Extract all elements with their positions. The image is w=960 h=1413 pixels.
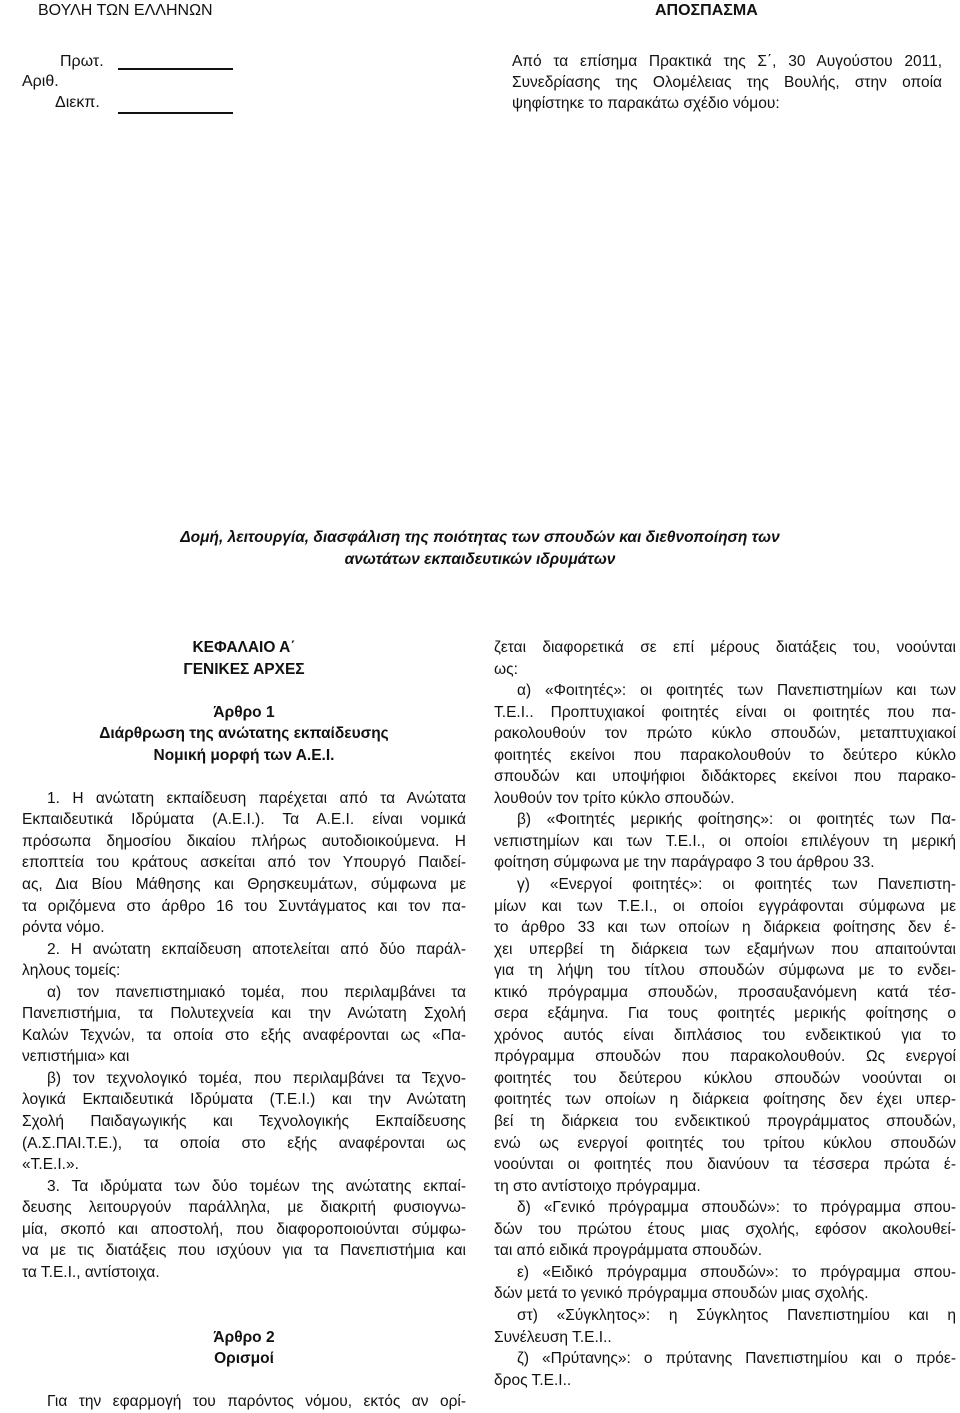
text-line: 2. Η ανώτατη εκπαίδευση αποτελείται από δύο παράλ- — [47, 940, 466, 958]
definition-e — [494, 1262, 956, 1305]
parliament-name: ΒΟΥΛΗ ΤΩΝ ΕΛΛΗΝΩΝ — [38, 2, 213, 19]
protocol-label: Πρωτ. — [60, 53, 104, 70]
text-line: ται από ειδικά προγράμματα σπουδών. — [494, 1242, 763, 1260]
text-line: βεί τη διάρκεια του ενδεικτικού προγράμματος σπουδών, — [494, 1113, 956, 1131]
intro-line: ψηφίστηκε το παρακάτω σχέδιο νόμου: — [512, 95, 780, 113]
article-1-subtitle: Νομική μορφή των Α.Ε.Ι. — [153, 746, 335, 764]
text-line: μία, σκοπό και αποστολή, που διαφοροποιούνται σύμφω- — [22, 1220, 466, 1238]
article-1-paragraph-1 — [22, 788, 466, 939]
number-label: Αριθ. — [22, 73, 59, 90]
bill-title-line: ανωτάτων εκπαιδευτικών ιδρυμάτων — [344, 550, 616, 568]
definition-st — [494, 1305, 956, 1348]
text-line: νεπιστήμια» και — [22, 1048, 130, 1066]
text-line: κτικό πρόγραμμα σπουδών, προσαυξανόμενη κατά τέσ- — [494, 983, 956, 1001]
document-type: ΑΠΟΣΠΑΣΜΑ — [655, 2, 758, 19]
intro-line: Από τα επίσημα Πρακτικά της Σ΄, 30 Αυγούστου 2011, — [512, 53, 942, 70]
text-line: νοούνται οι φοιτητές που διανύουν τα τέσσερα πρώτα έ- — [494, 1156, 956, 1174]
definition-d — [494, 1197, 956, 1262]
text-line: ρόντα νόμο. — [22, 919, 105, 937]
article-1-item-a — [22, 982, 466, 1068]
text-line: ενώ ως ενεργοί φοιτητές του τρίτου κύκλου σπουδών — [494, 1134, 956, 1152]
intro-line: Συνεδρίασης της Ολομέλειας της Βουλής, στην οποία — [512, 74, 942, 92]
text-line: 3. Τα ιδρύματα των δύο τομέων της ανώτατης εκπαί- — [47, 1177, 466, 1195]
left-column — [22, 637, 466, 1413]
definition-b — [494, 809, 956, 874]
minutes-intro — [512, 51, 942, 115]
text-line: δών του πρώτου έτους μιας σχολής, εφόσον ακολουθεί- — [494, 1220, 956, 1238]
text-line: λουθούν τον τρίτο κύκλο σπουδών. — [494, 789, 735, 807]
text-line: τα οριζόμενα στο άρθρο 16 του Συντάγματος και τον πα- — [22, 897, 466, 915]
text-line: πρόσωπα δημοσίου δικαίου πλήρως αυτοδιοικούμενα. Η — [22, 832, 466, 850]
text-line: Τ.Ε.Ι.. Προπτυχιακοί φοιτητές είναι οι φοιτητές που πα- — [494, 703, 956, 721]
text-line: Πανεπιστήμια, τα Πολυτεχνεία και την Ανώτατη Σχολή — [22, 1005, 466, 1023]
article-1-paragraph-3 — [22, 1176, 466, 1284]
definition-a — [494, 680, 956, 809]
text-line: φοιτητές εκείνοι που παρακολουθούν το δεύτερο κύκλο — [494, 746, 956, 764]
text-line: τα Τ.Ε.Ι., αντίστοιχα. — [22, 1263, 160, 1281]
text-line: εποπτεία του κράτους ασκείται από τον Υπουργό Παιδεί- — [22, 854, 466, 872]
text-line: χρόνος αυτός είναι διπλάσιος του ενδεικτικού για το — [494, 1026, 956, 1044]
definition-c — [494, 874, 956, 1197]
text-line: ρακολουθούν τον πρώτο κύκλο σπουδών, μεταπτυχιακοί — [494, 725, 956, 743]
text-line: (Α.Σ.ΠΑΙ.Τ.Ε.), τα οποία στο εξής αναφέρονται ως — [22, 1134, 466, 1152]
text-line: α) «Φοιτητές»: οι φοιτητές των Πανεπιστημίων και των — [517, 682, 956, 700]
text-line: δρος Τ.Ε.Ι.. — [494, 1371, 572, 1389]
article-1-title: Διάρθρωση της ανώτατης εκπαίδευσης — [99, 725, 389, 743]
chapter-number: ΚΕΦΑΛΑΙΟ Α΄ — [192, 639, 296, 656]
right-column — [494, 637, 956, 1391]
text-line: β) τον τεχνολογικό τομέα, που περιλαμβάνει τα Τεχνο- — [47, 1069, 466, 1087]
text-line: ληλους τομείς: — [22, 962, 121, 980]
text-line: δών μετά το γενικό πρόγραμμα σπουδών μιας σχολής. — [494, 1285, 869, 1303]
chapter-title: ΓΕΝΙΚΕΣ ΑΡΧΕΣ — [183, 660, 305, 678]
text-line: σερα εξάμηνα. Για τους φοιτητές μερικής φοίτησης ο — [494, 1005, 956, 1023]
text-line: νεπιστημίων και των Τ.Ε.Ι., οι οποίοι επιλέγουν τη μερική — [494, 832, 956, 850]
text-line: φοιτητές του δεύτερου κύκλου σπουδών νοούνται οι — [494, 1069, 956, 1087]
text-line: μίων και των Τ.Ε.Ι., οι οποίοι εγγράφονται σύμφωνα με — [494, 897, 956, 915]
text-line: Σχολή Παιδαγωγικής και Τεχνολογικής Εκπαίδευσης — [22, 1113, 466, 1131]
text-line: φοίτηση σύμφωνα με την παράγραφο 3 του άρθρου 33. — [494, 854, 875, 872]
text-line: γ) «Ενεργοί φοιτητές»: οι φοιτητές των Πανεπιστη- — [517, 876, 956, 894]
text-line: α) τον πανεπιστημιακό τομέα, που περιλαμβάνει τα — [47, 983, 466, 1001]
text-line: σπουδών και υποψήφιοι διδάκτορες εκείνοι που παρακο- — [494, 768, 956, 786]
text-line: για τη λήψη του τίτλου σπουδών σύμφωνα με το ενδει- — [494, 962, 956, 980]
text-line: 1. Η ανώτατη εκπαίδευση παρέχεται από τα Ανώτατα — [47, 789, 466, 807]
text-line: Καλών Τεχνών, τα οποία στο εξής αναφέρονται ως «Πα- — [22, 1026, 466, 1044]
article-1-heading: Άρθρο 1 — [213, 703, 275, 721]
article-2-intro-line: ζεται διαφορετικά σε επί μέρους διατάξεις του, νοούνται — [494, 639, 956, 656]
text-line: ε) «Ειδικό πρόγραμμα σπουδών»: το πρόγραμμα σπου- — [517, 1263, 956, 1281]
text-line: τη στο αντίστοιχο πρόγραμμα. — [494, 1177, 701, 1195]
text-line: στ) «Σύγκλητος»: η Σύγκλητος Πανεπιστημίου και η — [517, 1306, 956, 1324]
dispatch-blank-line — [118, 112, 233, 114]
text-line: ζ) «Πρύτανης»: ο πρύτανης Πανεπιστημίου και ο πρόε- — [517, 1350, 956, 1368]
text-line: «Τ.Ε.Ι.». — [22, 1156, 79, 1174]
text-line: δευσης λειτουργούν παράλληλα, με διακριτή φυσιογνω- — [22, 1199, 466, 1217]
text-line: δ) «Γενικό πρόγραμμα σπουδών»: το πρόγραμμα σπου- — [517, 1199, 956, 1217]
text-line: να με τις διατάξεις που ισχύουν για τα Πανεπιστήμια και — [22, 1242, 466, 1260]
text-line: ας, Δια Βίου Μάθησης και Θρησκευμάτων, σύμφωνα με — [22, 876, 466, 894]
bill-title-line: Δομή, λειτουργία, διασφάλιση της ποιότητας των σπουδών και διεθνοποίηση των — [180, 529, 780, 546]
protocol-blank-line — [118, 68, 233, 70]
text-line: β) «Φοιτητές μερικής φοίτησης»: οι φοιτητές των Πα- — [517, 811, 956, 829]
article-1-item-b — [22, 1068, 466, 1176]
dispatch-label: Διεκπ. — [55, 94, 100, 111]
article-2-intro-line: ως: — [494, 660, 518, 678]
text-line: πρόγραμμα σπουδών που παρακολουθούν. Ως ενεργοί — [494, 1048, 956, 1066]
article-2-heading: Άρθρο 2 — [213, 1328, 275, 1346]
article-2-title: Ορισμοί — [214, 1350, 274, 1368]
article-1-paragraph-2 — [22, 939, 466, 982]
text-line: φοιτητές των οποίων η διάρκεια φοίτησης δεν έχει υπερ- — [494, 1091, 956, 1109]
article-2-intro-line: Για την εφαρμογή του παρόντος νόμου, εκτός αν ορί- — [47, 1393, 466, 1411]
text-line: Εκπαιδευτικά Ιδρύματα (Α.Ε.Ι.). Τα Α.Ε.Ι. είναι νομικά — [22, 811, 466, 829]
definition-z — [494, 1348, 956, 1391]
text-line: Συνέλευση Τ.Ε.Ι.. — [494, 1328, 612, 1346]
text-line: χει υπερβεί τη διάρκεια των εξαμήνων που απαιτούνται — [494, 940, 956, 958]
bill-title — [0, 527, 960, 570]
text-line: λογικά Εκπαιδευτικά Ιδρύματα (Τ.Ε.Ι.) και την Ανώτατη — [22, 1091, 466, 1109]
text-line: το άρθρο 33 και των οποίων η διάρκεια φοίτησης δεν έ- — [494, 919, 956, 937]
